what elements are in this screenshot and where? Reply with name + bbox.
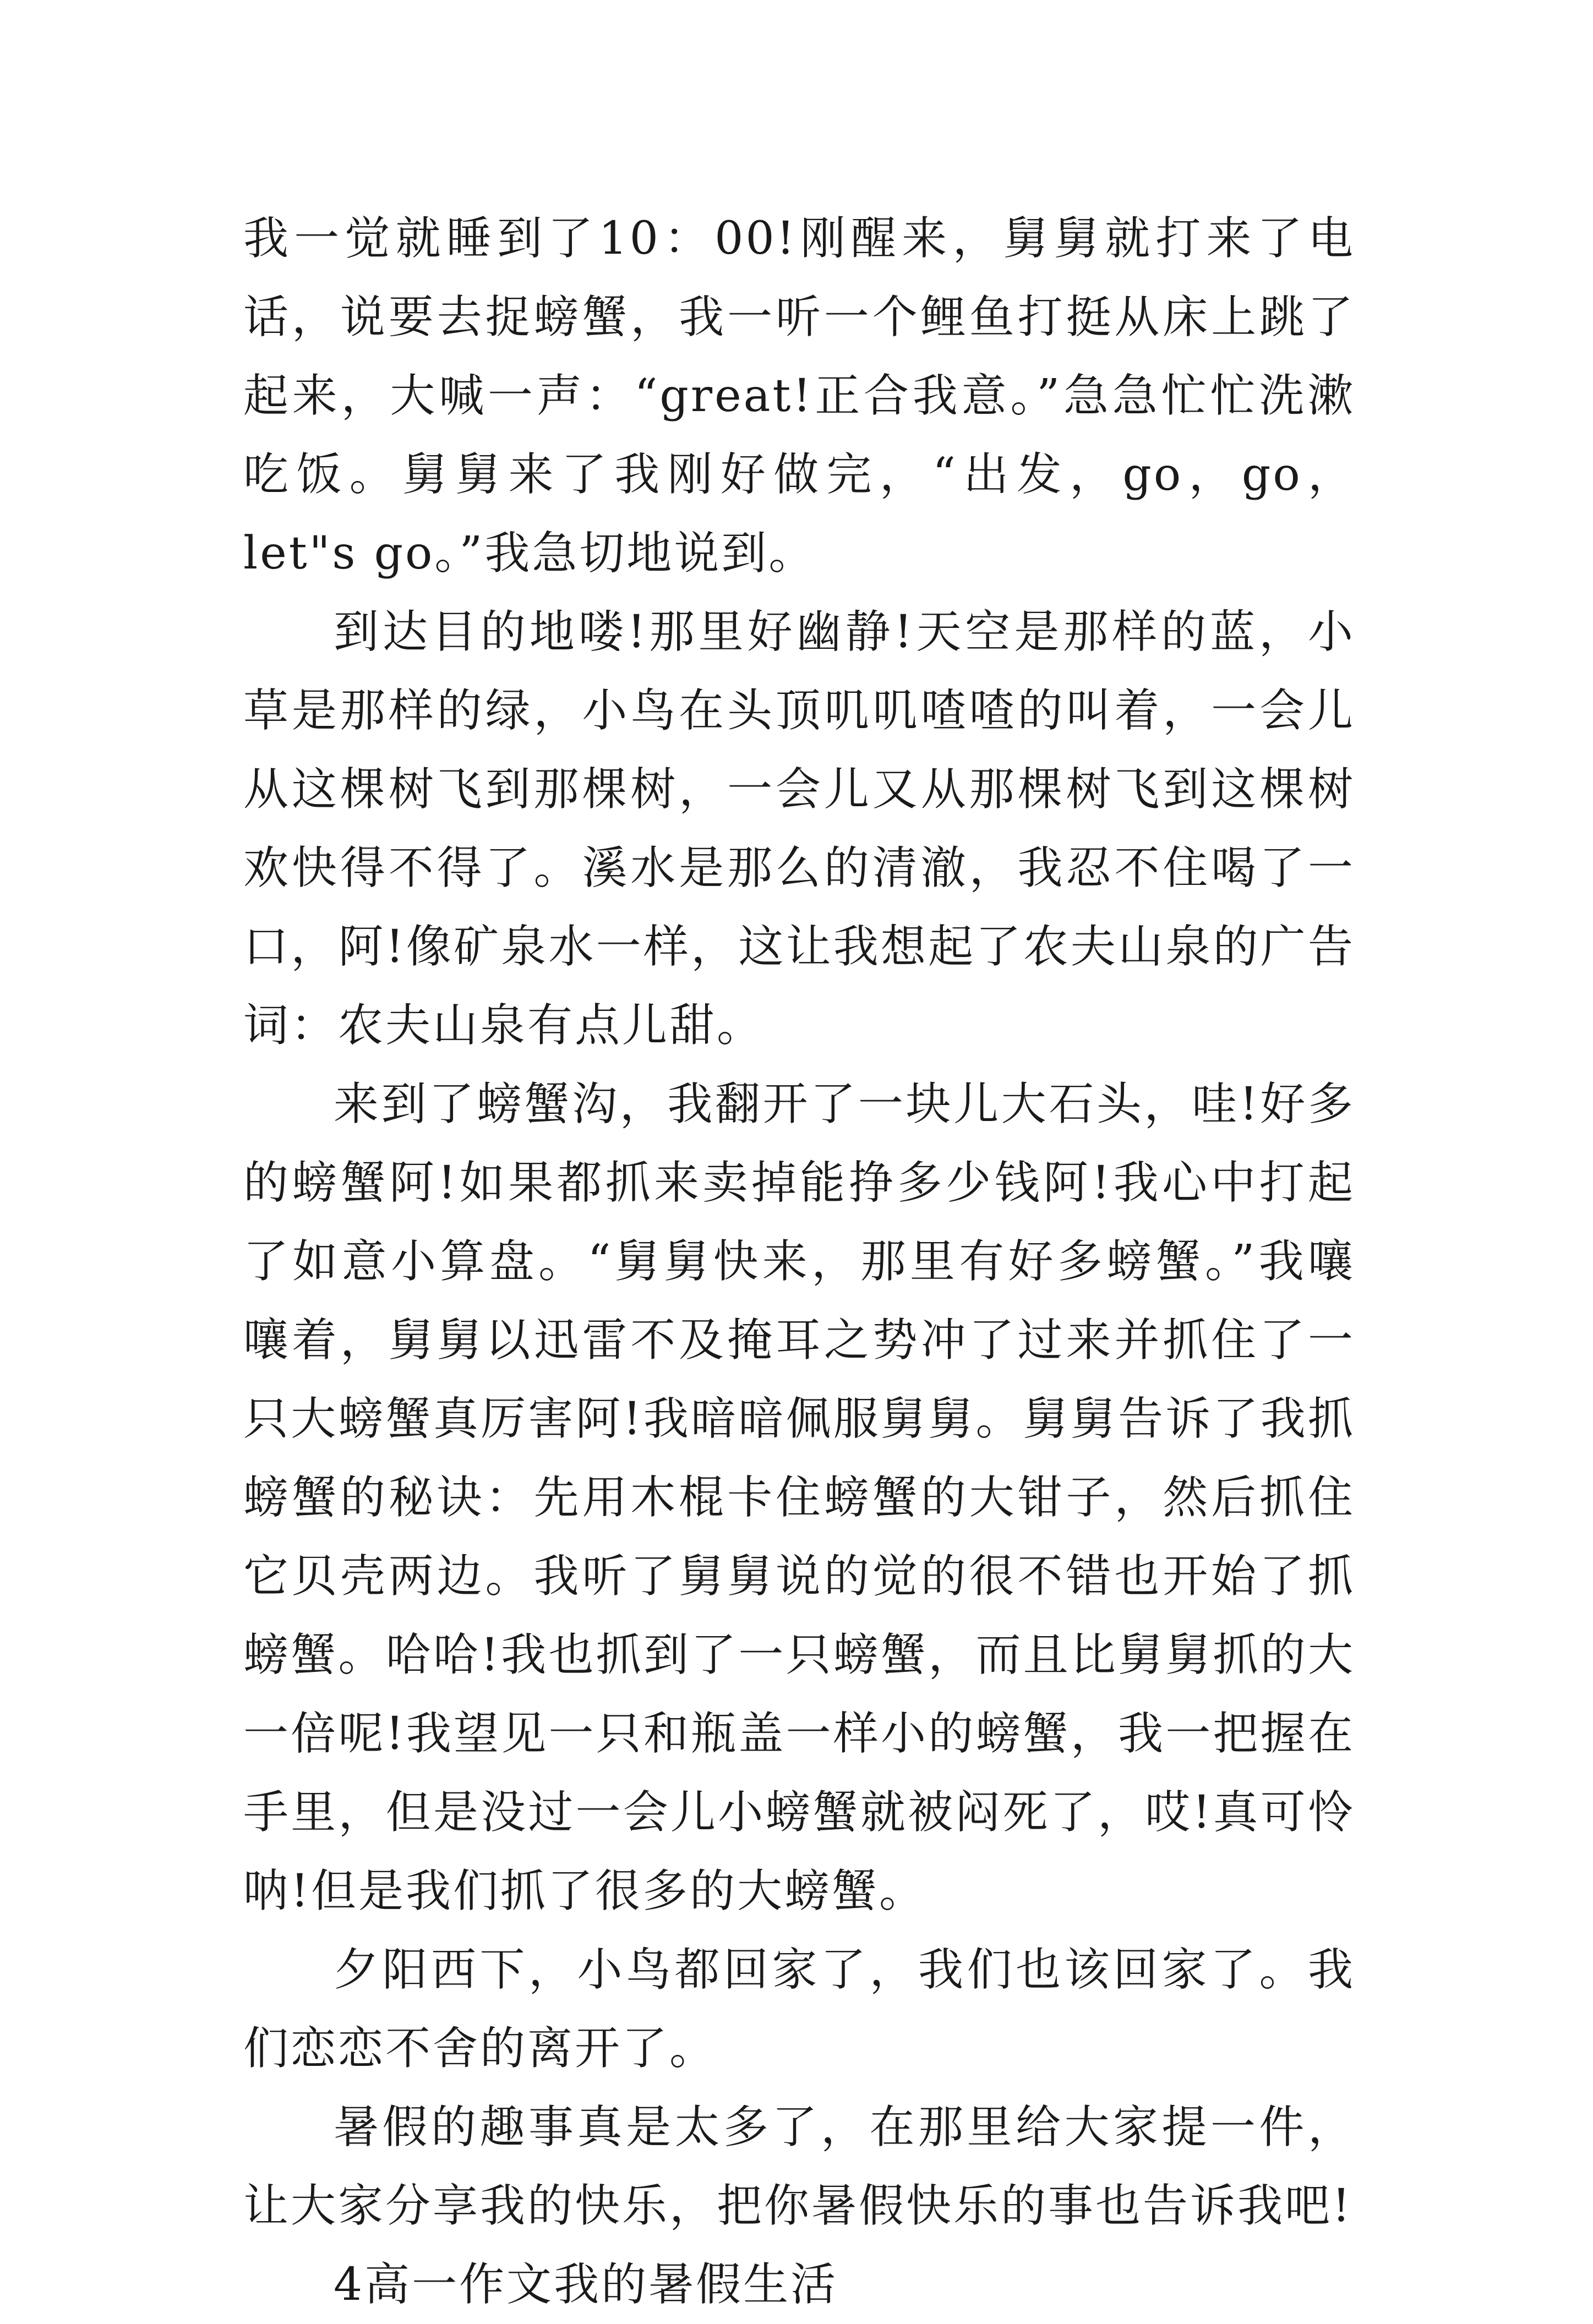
section-heading: 4高一作文我的暑假生活: [334, 2259, 838, 2311]
paragraph-closing: 暑假的趣事真是太多了，在那里给大家提一件，让大家分享我的快乐，把你暑假快乐的事也告诉我吧!: [243, 2101, 1355, 2232]
paragraph-crab-ditch: 来到了螃蟹沟，我翻开了一块儿大石头，哇!好多的螃蟹阿!如果都抓来卖掉能挣多少钱阿!我心中打起了如意小算盘。“舅舅快来，那里有好多螃蟹。”我嚷嚷着，舅舅以迅雷不及掩耳之势冲了过来并抓住了一只大螃蟹真厉害阿!我暗暗佩服舅舅。舅舅告诉了我抓螃蟹的秘诀：先用木棍卡住螃蟹的大钳子，然后抓住它贝壳两边。我听了舅舅说的觉的很不错也开始了抓螃蟹。哈哈!我也抓到了一只螃蟹，而且比舅舅抓的大一倍呢!我望见一只和瓶盖一样小的螃蟹，我一把握在手里，但是没过一会儿小螃蟹就被闷死了，哎!真可怜呐!但是我们抓了很多的大螃蟹。: [243, 1078, 1355, 1917]
paragraph-sunset: 夕阳西下，小鸟都回家了，我们也该回家了。我们恋恋不舍的离开了。: [243, 1944, 1355, 2075]
document-body: [243, 199, 1355, 2324]
paragraph-wake-up: 我一觉就睡到了10：00!刚醒来，舅舅就打来了电话，说要去捉螃蟹，我一听一个鲤鱼打挺从床上跳了起来，大喊一声：“great!正合我意。”急急忙忙洗漱吃饭。舅舅来了我刚好做完，“出发，go，go，let"s go。”我急切地说到。: [243, 212, 1355, 579]
paragraph-destination: 到达目的地喽!那里好幽静!天空是那样的蓝，小草是那样的绿，小鸟在头顶叽叽喳喳的叫着，一会儿从这棵树飞到那棵树，一会儿又从那棵树飞到这棵树欢快得不得了。溪水是那么的清澈，我忍不住喝了一口，阿!像矿泉水一样，这让我想起了农夫山泉的广告词：农夫山泉有点儿甜。: [243, 606, 1355, 1052]
